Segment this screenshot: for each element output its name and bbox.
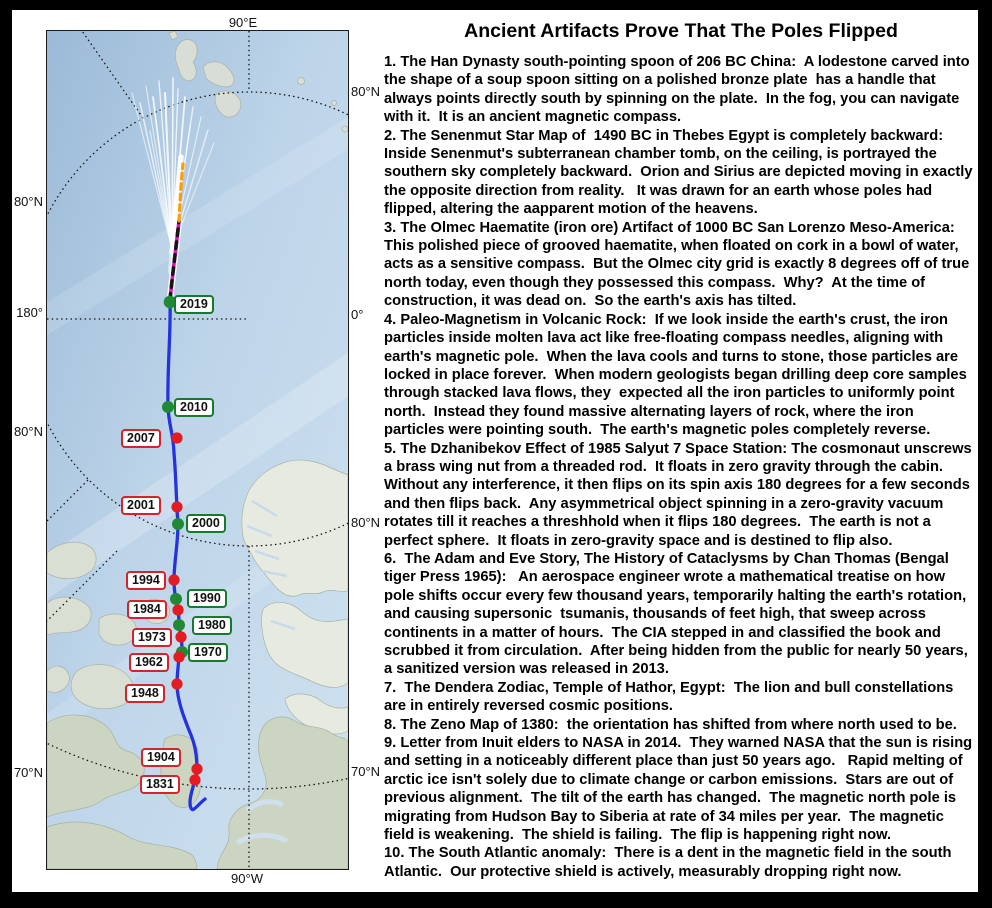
arctic-map bbox=[46, 30, 349, 870]
axis-label-left-70n: 70°N bbox=[13, 765, 43, 780]
dot-1948 bbox=[171, 678, 182, 689]
year-label-2019: 2019 bbox=[174, 295, 214, 314]
dot-2000 bbox=[172, 518, 184, 530]
dot-1831 bbox=[189, 774, 200, 785]
article-item-7: 7. The Dendera Zodiac, Temple of Hathor, Egypt: The lion and bull constellations are in entirely reversed cosmic positions. bbox=[384, 679, 958, 715]
article-item-2: 2. The Senenmut Star Map of 1490 BC in Thebes Egypt is completely backward: Inside Senenmut's subterranean chamber tomb, on the ceiling, is portrayed the southern sky completely backward. Orion and Sirius are depicted moving in exactly the opposite direction from reality. It was drawn for an earth whose poles had flipped, altering the aapparent motion of the heavens. bbox=[384, 127, 977, 218]
article-item-5: 5. The Dzhanibekov Effect of 1985 Salyut 7 Space Station: The cosmonaut unscrews a brass wing nut from a threaded rod. It floats in zero gravity through the cabin. Without any interference, it then flips on its spin axis 180 degrees for a few seconds and then flips back. Any asymmetrical object spinning in a zero-gravity vacuum rotates till it reaches a threshhold when it flips 180 degrees. The earth is not a perfect sphere. It floats in zero-gravity space and is destined to flip also. bbox=[384, 440, 976, 549]
article-panel bbox=[384, 16, 978, 881]
dot-1904 bbox=[191, 763, 202, 774]
article-item-4: 4. Paleo-Magnetism in Volcanic Rock: If we look inside the earth's crust, the iron particles inside molten lava act like free-floating compass needles, aligning with earth's magnetic pole. When the lava cools and turns to stone, those particles are locked in place forever. When modern geologists began drilling deep core samples through stacked lava flows, they expected all the iron particles to uniformly point north. Instead they found massive alternating layers of rock, where the iron particles were pointing south. The earth's magnetic poles completely reverse. bbox=[384, 311, 971, 439]
article-item-6: 6. The Adam and Eve Story, The History of Cataclysms by Chan Thomas (Bengal tiger Press 1965): An aerospace engineer wrote a mathematical treatise on how pole shifts occur every few thousand years, temporarily halting the earth's rotation, and causing supersonic tsumanis, thousands of feet high, that sweep across continents in a matter of hours. The CIA stepped in and classified the book and scrubbed it from circulation. After being hidden from the public for nearly 50 years, a sanitized version was released in 2013. bbox=[384, 550, 972, 678]
axis-label-right-80n-lower: 80°N bbox=[351, 515, 381, 530]
dot-2001 bbox=[171, 501, 182, 512]
map-svg bbox=[47, 31, 348, 869]
year-label-1948: 1948 bbox=[125, 684, 165, 703]
year-label-1984: 1984 bbox=[127, 600, 167, 619]
dot-1980 bbox=[173, 619, 185, 631]
year-label-1831: 1831 bbox=[140, 775, 180, 794]
year-label-1994: 1994 bbox=[126, 571, 166, 590]
article-item-1: 1. The Han Dynasty south-pointing spoon of 206 BC China: A lodestone carved into the shape of a soup spoon sitting on a polished bronze plate has a handle that always points directly south by spinning on the plate. In the fog, you can navigate with it. It is an ancient magnetic compass. bbox=[384, 54, 974, 126]
page-title: Ancient Artifacts Prove That The Poles Flipped bbox=[464, 20, 898, 42]
article-item-8: 8. The Zeno Map of 1380: the orientation has shifted from where north used to be. bbox=[384, 716, 957, 733]
axis-label-left-180: 180° bbox=[16, 305, 43, 320]
content-area bbox=[12, 10, 978, 892]
year-label-2000: 2000 bbox=[186, 514, 226, 533]
axis-label-right-70n: 70°N bbox=[351, 764, 381, 779]
dot-2010 bbox=[162, 401, 174, 413]
dot-1962 bbox=[173, 651, 184, 662]
axis-label-right-80n-upper: 80°N bbox=[351, 84, 381, 99]
year-label-2010: 2010 bbox=[174, 398, 214, 417]
dot-1973 bbox=[175, 631, 186, 642]
dot-1990 bbox=[170, 593, 182, 605]
year-label-2007: 2007 bbox=[121, 429, 161, 448]
axis-label-left-80n-upper: 80°N bbox=[13, 194, 43, 209]
axis-label-left-80n-lower: 80°N bbox=[13, 424, 43, 439]
axis-label-90e: 90°E bbox=[228, 15, 258, 30]
year-label-1904: 1904 bbox=[141, 748, 181, 767]
year-label-1990: 1990 bbox=[187, 589, 227, 608]
article-item-9: 9. Letter from Inuit elders to NASA in 2014. They warned NASA that the sun is rising and setting in a noticeably different place than just 50 years ago. Rapid melting of arctic ice isn't solely due to climate change or carbon emissions. Stars are out of previous alignment. The tilt of the earth has changed. The magnetic north pole is migrating from Hudson Bay to Siberia at rate of 34 miles per year. The magnetic field is weakening. The shield is failing. The flip is happening right now. bbox=[384, 735, 977, 844]
year-label-1962: 1962 bbox=[129, 653, 169, 672]
axis-label-right-0: 0° bbox=[351, 307, 364, 322]
dot-2007 bbox=[171, 432, 182, 443]
axis-label-90w: 90°W bbox=[231, 871, 263, 886]
year-label-1980: 1980 bbox=[192, 616, 232, 635]
dot-1994 bbox=[168, 574, 179, 585]
dot-1984 bbox=[172, 604, 183, 615]
article-item-10: 10. The South Atlantic anomaly: There is a dent in the magnetic field in the south Atlantic. Our protective shield is actively, measurably dropping right now. bbox=[384, 845, 955, 880]
year-label-1970: 1970 bbox=[188, 643, 228, 662]
article-item-3: 3. The Olmec Haematite (iron ore) Artifact of 1000 BC San Lorenzo Meso-America: This polished piece of grooved haematite, when floated on cork in a bowl of water, acts as a sensitive compass. But the Olmec city grid is exactly 8 degrees off of true north today, even though they possessed this compass. Why? At the time of construction, it was dead on. So the earth's axis has tilted. bbox=[384, 219, 974, 310]
map-panel bbox=[12, 10, 384, 892]
year-label-1973: 1973 bbox=[132, 628, 172, 647]
year-label-2001: 2001 bbox=[121, 496, 161, 515]
